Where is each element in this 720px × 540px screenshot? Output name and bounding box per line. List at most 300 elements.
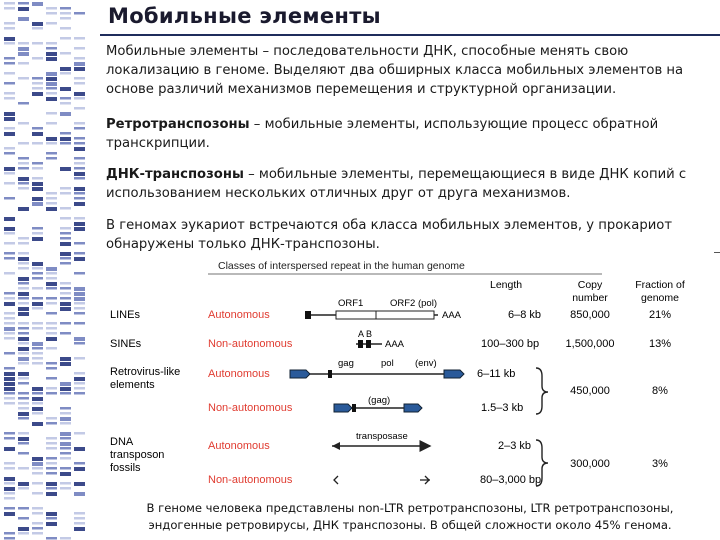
gel-band — [60, 207, 71, 210]
copy-retro: 450,000 — [570, 385, 610, 397]
copy-lines: 850,000 — [570, 309, 610, 321]
gel-band — [60, 232, 71, 235]
gel-band — [60, 97, 71, 100]
gel-band — [46, 447, 57, 450]
gel-band — [4, 182, 15, 185]
gel-band — [60, 102, 71, 105]
gel-band — [74, 197, 85, 200]
gel-band — [32, 482, 43, 485]
gel-band — [18, 327, 29, 330]
gel-band — [4, 537, 15, 540]
gel-band — [4, 387, 15, 391]
gel-band — [74, 227, 85, 231]
gel-band — [4, 367, 15, 370]
gel-band — [4, 512, 15, 516]
sines-polya: AAA — [385, 339, 405, 350]
gel-band — [32, 397, 43, 401]
gel-band — [32, 127, 43, 130]
gel-band — [4, 2, 15, 5]
gel-band — [18, 527, 29, 531]
gel-band — [18, 292, 29, 296]
gel-band — [74, 47, 85, 50]
gel-band — [18, 77, 29, 80]
gel-band — [32, 77, 43, 80]
dna-gel-sidebar — [0, 0, 98, 540]
gel-band — [18, 167, 29, 170]
gel-band — [46, 362, 57, 365]
gel-band — [74, 92, 85, 96]
gel-band — [18, 7, 29, 11]
transposase-label: transposase — [356, 431, 408, 442]
gel-band — [46, 337, 57, 341]
gel-band — [74, 337, 85, 341]
gel-band — [32, 387, 43, 391]
gel-band — [46, 12, 57, 15]
gel-band — [4, 92, 15, 95]
gel-band — [32, 422, 43, 426]
gel-band — [4, 532, 15, 535]
gel-band — [18, 362, 29, 365]
term-retrotransposons: Ретротранспозоны — [106, 117, 250, 132]
gel-band — [18, 102, 29, 105]
gel-band — [4, 302, 15, 306]
gel-band — [46, 267, 57, 271]
gel-band — [60, 72, 71, 75]
header-fraction: Fraction of — [635, 279, 685, 291]
gel-band — [4, 402, 15, 405]
gel-band — [74, 177, 85, 180]
gel-band — [46, 192, 57, 195]
gel-band — [32, 232, 43, 235]
type-retro-auto: Autonomous — [208, 368, 270, 380]
gel-band — [32, 227, 43, 230]
gel-band — [32, 322, 43, 325]
gel-band — [46, 462, 57, 465]
length-retro-nonauto: 1.5–3 kb — [481, 402, 524, 414]
title-underline — [100, 34, 720, 36]
gel-band — [4, 437, 15, 440]
gel-band — [60, 187, 71, 190]
header-length: Length — [490, 279, 523, 291]
gel-band — [18, 342, 29, 345]
gel-band — [32, 512, 43, 515]
fraction-lines: 21% — [648, 309, 672, 321]
gel-band — [60, 252, 71, 256]
gel-band — [60, 537, 71, 540]
length-dna-nonauto: 80–3,000 bp — [480, 474, 542, 486]
gel-band — [74, 272, 85, 275]
gel-band — [60, 287, 71, 290]
retrotransposons-definition: – мобильные элементы, использующие процесс обратной транскрипции. — [106, 117, 659, 151]
gel-band — [46, 302, 57, 305]
gel-band — [60, 362, 71, 366]
gel-band — [32, 272, 43, 275]
gel-band — [60, 382, 71, 386]
gel-band — [74, 467, 85, 471]
orf2-label: ORF2 (pol) — [390, 298, 437, 309]
gel-band — [74, 297, 85, 301]
gel-band — [18, 392, 29, 395]
gel-band — [18, 182, 29, 185]
gel-band — [60, 472, 71, 476]
gel-band — [60, 422, 71, 425]
gel-band — [46, 437, 57, 440]
gel-band — [74, 382, 85, 385]
gel-band — [46, 282, 57, 286]
gel-band — [46, 487, 57, 490]
gel-band — [46, 112, 57, 115]
gel-band — [18, 412, 29, 416]
gel-band — [46, 522, 57, 526]
gel-band — [4, 257, 15, 260]
gel-band — [32, 302, 43, 306]
gel-band — [74, 162, 85, 165]
page-title: Мобильные элементы — [108, 4, 381, 28]
gel-band — [4, 377, 15, 381]
type-lines: Autonomous — [208, 309, 270, 321]
gel-band — [32, 352, 43, 355]
gel-band — [18, 507, 29, 510]
gel-band — [18, 377, 29, 380]
gel-band — [32, 327, 43, 330]
gel-band — [4, 272, 15, 275]
gel-band — [60, 67, 71, 71]
gel-band — [74, 492, 85, 496]
gel-band — [46, 512, 57, 516]
gel-band — [32, 92, 43, 96]
gel-band — [46, 82, 57, 86]
gel-band — [46, 297, 57, 300]
gel-band — [4, 117, 15, 121]
gel-band — [4, 467, 15, 470]
gel-band — [4, 392, 15, 395]
length-dna-auto: 2–3 kb — [498, 440, 532, 452]
gel-band — [60, 467, 71, 470]
gel-band — [60, 302, 71, 306]
gel-band — [60, 52, 71, 55]
gel-band — [32, 267, 43, 270]
gel-band — [4, 232, 15, 235]
gel-band — [18, 337, 29, 341]
gel-band — [32, 262, 43, 266]
gel-band — [4, 432, 15, 435]
gel-band — [74, 517, 85, 520]
gel-band — [18, 532, 29, 535]
gel-band — [32, 527, 43, 530]
gel-band — [4, 492, 15, 495]
gel-band — [60, 332, 71, 335]
gel-band — [32, 492, 43, 495]
gel-band — [18, 372, 29, 376]
gel-band — [4, 7, 15, 10]
gel-band — [74, 57, 85, 60]
gel-band — [46, 22, 57, 25]
gel-band — [60, 322, 71, 325]
gel-band — [32, 182, 43, 186]
gel-band — [46, 72, 57, 76]
gel-band — [32, 197, 43, 201]
gag-paren-label: (gag) — [368, 395, 391, 406]
gel-band — [74, 127, 85, 130]
gel-band — [46, 467, 57, 470]
gel-band — [4, 97, 15, 100]
gel-band — [46, 322, 57, 325]
gel-band — [18, 122, 29, 125]
gel-band — [60, 227, 71, 230]
gel-band — [46, 472, 57, 475]
gel-band — [32, 142, 43, 145]
gel-band — [32, 462, 43, 466]
gel-band — [4, 482, 15, 485]
paragraph-definition: Мобильные элементы – последовательности ДНК, способные менять свою локализацию в геноме. Выделяют два обширных класса мобильных элементов на основе различий механизмов перемещения и структурной организации. — [106, 44, 684, 97]
gel-band — [60, 307, 71, 311]
gel-band — [32, 392, 43, 395]
gel-band — [74, 482, 85, 486]
gel-band — [46, 422, 57, 425]
gel-band — [60, 452, 71, 455]
gel-band — [18, 417, 29, 420]
gel-band — [32, 87, 43, 90]
gel-band — [60, 442, 71, 446]
gel-band — [74, 167, 85, 170]
gel-band — [46, 312, 57, 315]
gel-band — [18, 242, 29, 245]
dna-transposons-definition: – мобильные элементы, перемещающиеся в виде ДНК копий с использованием нескольких отличных друг от друга механизмов. — [106, 167, 687, 201]
gel-band — [74, 187, 85, 191]
gel-band — [32, 177, 43, 180]
gel-band — [4, 227, 15, 231]
gel-band — [60, 167, 71, 171]
gel-band — [60, 37, 71, 40]
gel-band — [18, 402, 29, 405]
gel-band — [74, 447, 85, 451]
type-retro-nonauto: Non-autonomous — [208, 402, 293, 414]
gel-band — [4, 292, 15, 295]
gel-band — [32, 347, 43, 350]
gel-band — [32, 507, 43, 510]
gel-band — [4, 337, 15, 340]
gel-band — [46, 537, 57, 540]
gel-band — [60, 457, 71, 460]
gel-band — [74, 357, 85, 360]
gel-band — [46, 7, 57, 10]
gel-band — [74, 432, 85, 435]
gel-band — [60, 487, 71, 490]
gel-band — [32, 277, 43, 280]
gel-band — [4, 42, 15, 45]
gel-band — [32, 2, 43, 6]
sines-ab-label: A B — [358, 329, 373, 339]
gel-band — [18, 282, 29, 285]
gel-band — [18, 187, 29, 190]
gel-band — [18, 62, 29, 65]
label-dna-3: fossils — [110, 462, 141, 474]
gel-band — [4, 312, 15, 315]
gel-band — [46, 202, 57, 205]
gel-band — [32, 532, 43, 535]
gel-band — [74, 62, 85, 66]
gel-band — [18, 142, 29, 145]
gel-band — [18, 467, 29, 470]
gel-band — [4, 27, 15, 30]
gel-band — [32, 22, 43, 26]
gel-band — [32, 407, 43, 411]
gel-band — [60, 17, 71, 20]
gel-band — [74, 392, 85, 395]
gel-band — [4, 497, 15, 500]
label-dna-2: transposon — [110, 449, 165, 461]
length-retro-auto: 6–11 kb — [477, 368, 516, 380]
paragraph-retrotransposons — [106, 115, 712, 153]
gel-band — [18, 267, 29, 270]
gel-band — [32, 132, 43, 136]
length-lines: 6–8 kb — [508, 309, 542, 321]
gel-band — [74, 387, 85, 390]
gel-band — [18, 162, 29, 165]
gel-band — [60, 217, 71, 220]
gel-band — [74, 322, 85, 325]
gel-band — [60, 432, 71, 436]
gel-band — [32, 297, 43, 300]
gel-band — [18, 297, 29, 300]
repeat-classes-figure — [100, 254, 716, 520]
pol-label: pol — [381, 358, 394, 369]
gel-band — [18, 352, 29, 355]
gel-band — [18, 42, 29, 45]
figure-caption: В геноме человека представлены non-LTR ретротранспозоны, LTR ретротранспозоны, эндогенные ретровирусы, ДНК транспозоны. В общей сложности около 45% генома. — [146, 501, 674, 532]
gel-band — [32, 522, 43, 525]
gel-band — [4, 477, 15, 481]
gel-band — [74, 312, 85, 315]
gel-band — [4, 197, 15, 200]
figure-title: Classes of interspersed repeat in the human genome — [218, 260, 465, 272]
fraction-sines: 13% — [648, 338, 672, 350]
gel-band — [18, 157, 29, 160]
gel-band — [4, 152, 15, 155]
gel-band — [46, 137, 57, 141]
gel-band — [60, 262, 71, 265]
gel-band — [18, 287, 29, 290]
gel-band — [32, 467, 43, 470]
gel-band — [18, 302, 29, 305]
gel-band — [4, 372, 15, 376]
gel-band — [4, 112, 15, 116]
fraction-dna: 3% — [652, 458, 668, 470]
gel-band — [74, 122, 85, 125]
gel-band — [18, 517, 29, 520]
gel-band — [74, 97, 85, 100]
gel-band — [74, 377, 85, 381]
gel-band — [32, 42, 43, 45]
type-sines: Non-autonomous — [208, 338, 293, 350]
gel-band — [18, 52, 29, 56]
gel-band — [74, 512, 85, 515]
gel-band — [74, 12, 85, 15]
gel-band — [74, 527, 85, 531]
gel-band — [4, 297, 15, 300]
gel-band — [74, 82, 85, 85]
gel-band — [74, 147, 85, 151]
label-dna-1: DNA — [110, 436, 134, 448]
gel-band — [18, 437, 29, 441]
gel-band — [46, 417, 57, 420]
gel-band — [18, 237, 29, 240]
header-number: number — [572, 292, 608, 304]
gel-band — [60, 132, 71, 135]
gel-band — [32, 57, 43, 60]
gel-band — [74, 77, 85, 80]
gel-band — [60, 12, 71, 15]
gel-band — [46, 57, 57, 61]
gel-band — [46, 157, 57, 160]
gel-band — [46, 92, 57, 95]
gel-band — [32, 202, 43, 206]
gel-band — [32, 27, 43, 30]
gel-band — [60, 282, 71, 285]
gel-band — [32, 82, 43, 85]
gel-band — [60, 392, 71, 395]
gel-band — [60, 257, 71, 260]
gel-band — [74, 372, 85, 375]
gel-band — [60, 292, 71, 295]
gel-band — [4, 317, 15, 320]
length-sines: 100–300 bp — [481, 338, 540, 350]
gel-band — [46, 287, 57, 290]
gel-band — [18, 17, 29, 21]
gel-band — [60, 417, 71, 421]
gel-band — [4, 147, 15, 150]
gel-band — [74, 522, 85, 525]
header-copy: Copy — [577, 279, 603, 291]
gel-band — [60, 142, 71, 145]
gel-band — [4, 507, 15, 510]
paragraph-distribution: В геномах эукариот встречаются оба класса мобильных элементов, у прокариот обнаружены только ДНК-транспозоны. — [106, 218, 673, 252]
gel-band — [18, 207, 29, 211]
gel-band — [18, 482, 29, 486]
gel-band — [60, 242, 71, 246]
gel-band — [60, 237, 71, 240]
gel-band — [74, 107, 85, 110]
gel-band — [18, 47, 29, 51]
gel-band — [18, 347, 29, 351]
gel-band — [60, 27, 71, 30]
gel-band — [4, 127, 15, 130]
gel-band — [4, 217, 15, 221]
gel-band — [32, 412, 43, 415]
orf1-label: ORF1 — [338, 298, 364, 309]
label-lines: LINEs — [110, 309, 140, 321]
gel-band — [46, 332, 57, 335]
gel-band — [18, 307, 29, 311]
gel-band — [46, 517, 57, 520]
gel-band — [32, 187, 43, 191]
gel-band — [18, 332, 29, 335]
gel-band — [74, 37, 85, 40]
gel-band — [46, 272, 57, 275]
gel-band — [60, 407, 71, 410]
gel-band — [18, 442, 29, 445]
gel-band — [74, 67, 85, 71]
gel-band — [60, 112, 71, 116]
gel-band — [74, 257, 85, 261]
gel-band — [46, 77, 57, 81]
gel-band — [60, 437, 71, 440]
gel-band — [4, 332, 15, 335]
copy-dna: 300,000 — [570, 458, 610, 470]
fraction-retro: 8% — [652, 385, 668, 397]
label-sines: SINEs — [110, 338, 142, 350]
gel-band — [60, 412, 71, 415]
